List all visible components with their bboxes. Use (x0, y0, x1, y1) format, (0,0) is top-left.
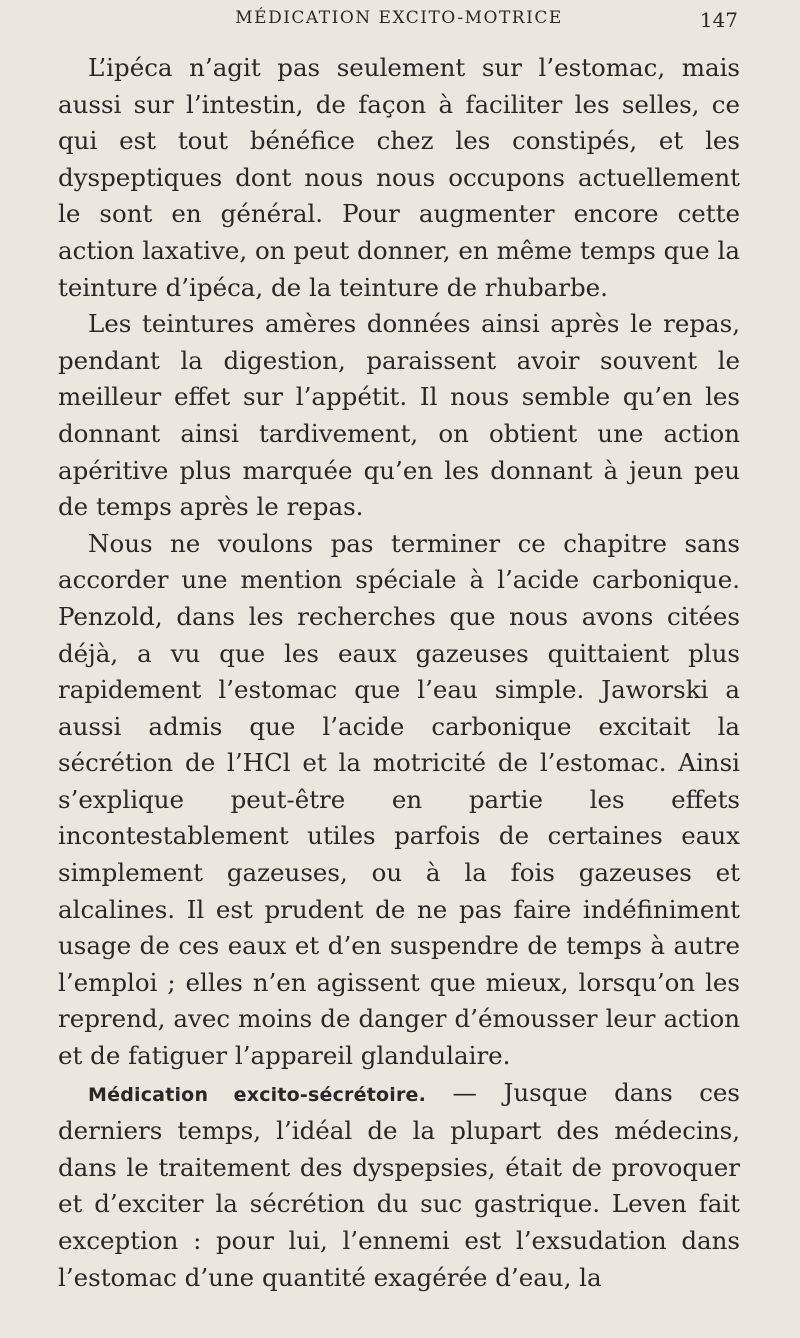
paragraph-ipeca: L’ipéca n’agit pas seulement sur l’estomac, mais aussi sur l’intestin, de façon à faciliter les selles, ce qui est tout bénéfice chez les constipés, et les dyspeptiques dont nous nous occupons actuellement le sont en général. Pour augmenter encore cette action laxative, on peut donner, en même temps que la teinture d’ipéca, de la teinture de rhubarbe. (58, 53, 740, 302)
paragraph-excito-secretoire (58, 1075, 740, 1297)
section-separator: — (426, 1077, 504, 1107)
running-head (58, 8, 740, 42)
paragraph-teintures: Les teintures amères données ainsi après le repas, pendant la digestion, paraissent avoir souvent le meilleur effet sur l’appétit. Il nous semble qu’en les donnant ainsi tardivement, on obtient une action apéritive plus marquée qu’en les donnant à jeun peu de temps après le repas. (58, 309, 740, 522)
section-text: Jusque dans ces derniers temps, l’idéal de la plupart des médecins, dans le traitement des dyspepsies, était de provoquer et d’exciter la sécrétion du suc gastrique. Leven fait exception : pour lui, l’ennemi est l’exsudation dans l’estomac d’une quantité exagérée d’eau, la (58, 1077, 741, 1292)
page-number: 147 (699, 8, 738, 32)
paragraph-acide-carbonique: Nous ne voulons pas terminer ce chapitre sans accorder une mention spéciale à l’acide carbonique. Penzold, dans les recherches que nous avons citées déjà, a vu que les eaux gazeuses quittaient plus rapidement l’estomac que l’eau simple. Jaworski a aussi admis que l’acide carbonique excitait la sécrétion de l’HCl et la motricité de l’estomac. Ainsi s’explique peut-être en partie les effets incontestablement utiles parfois de certaines eaux simplement gazeuses, ou à la fois gazeuses et alcalines. Il est prudent de ne pas faire indéfiniment usage de ces eaux et d’en suspendre de temps à autre l’emploi ; elles n’en agissent que mieux, lorsqu’on les reprend, avec moins de danger d’émousser leur action et de fatiguer l’appareil glandulaire. (58, 528, 740, 1071)
running-title: MÉDICATION EXCITO-MOTRICE (235, 8, 563, 28)
body-text (58, 50, 740, 1296)
section-heading: Médication excito-sécrétoire. (88, 1083, 427, 1106)
